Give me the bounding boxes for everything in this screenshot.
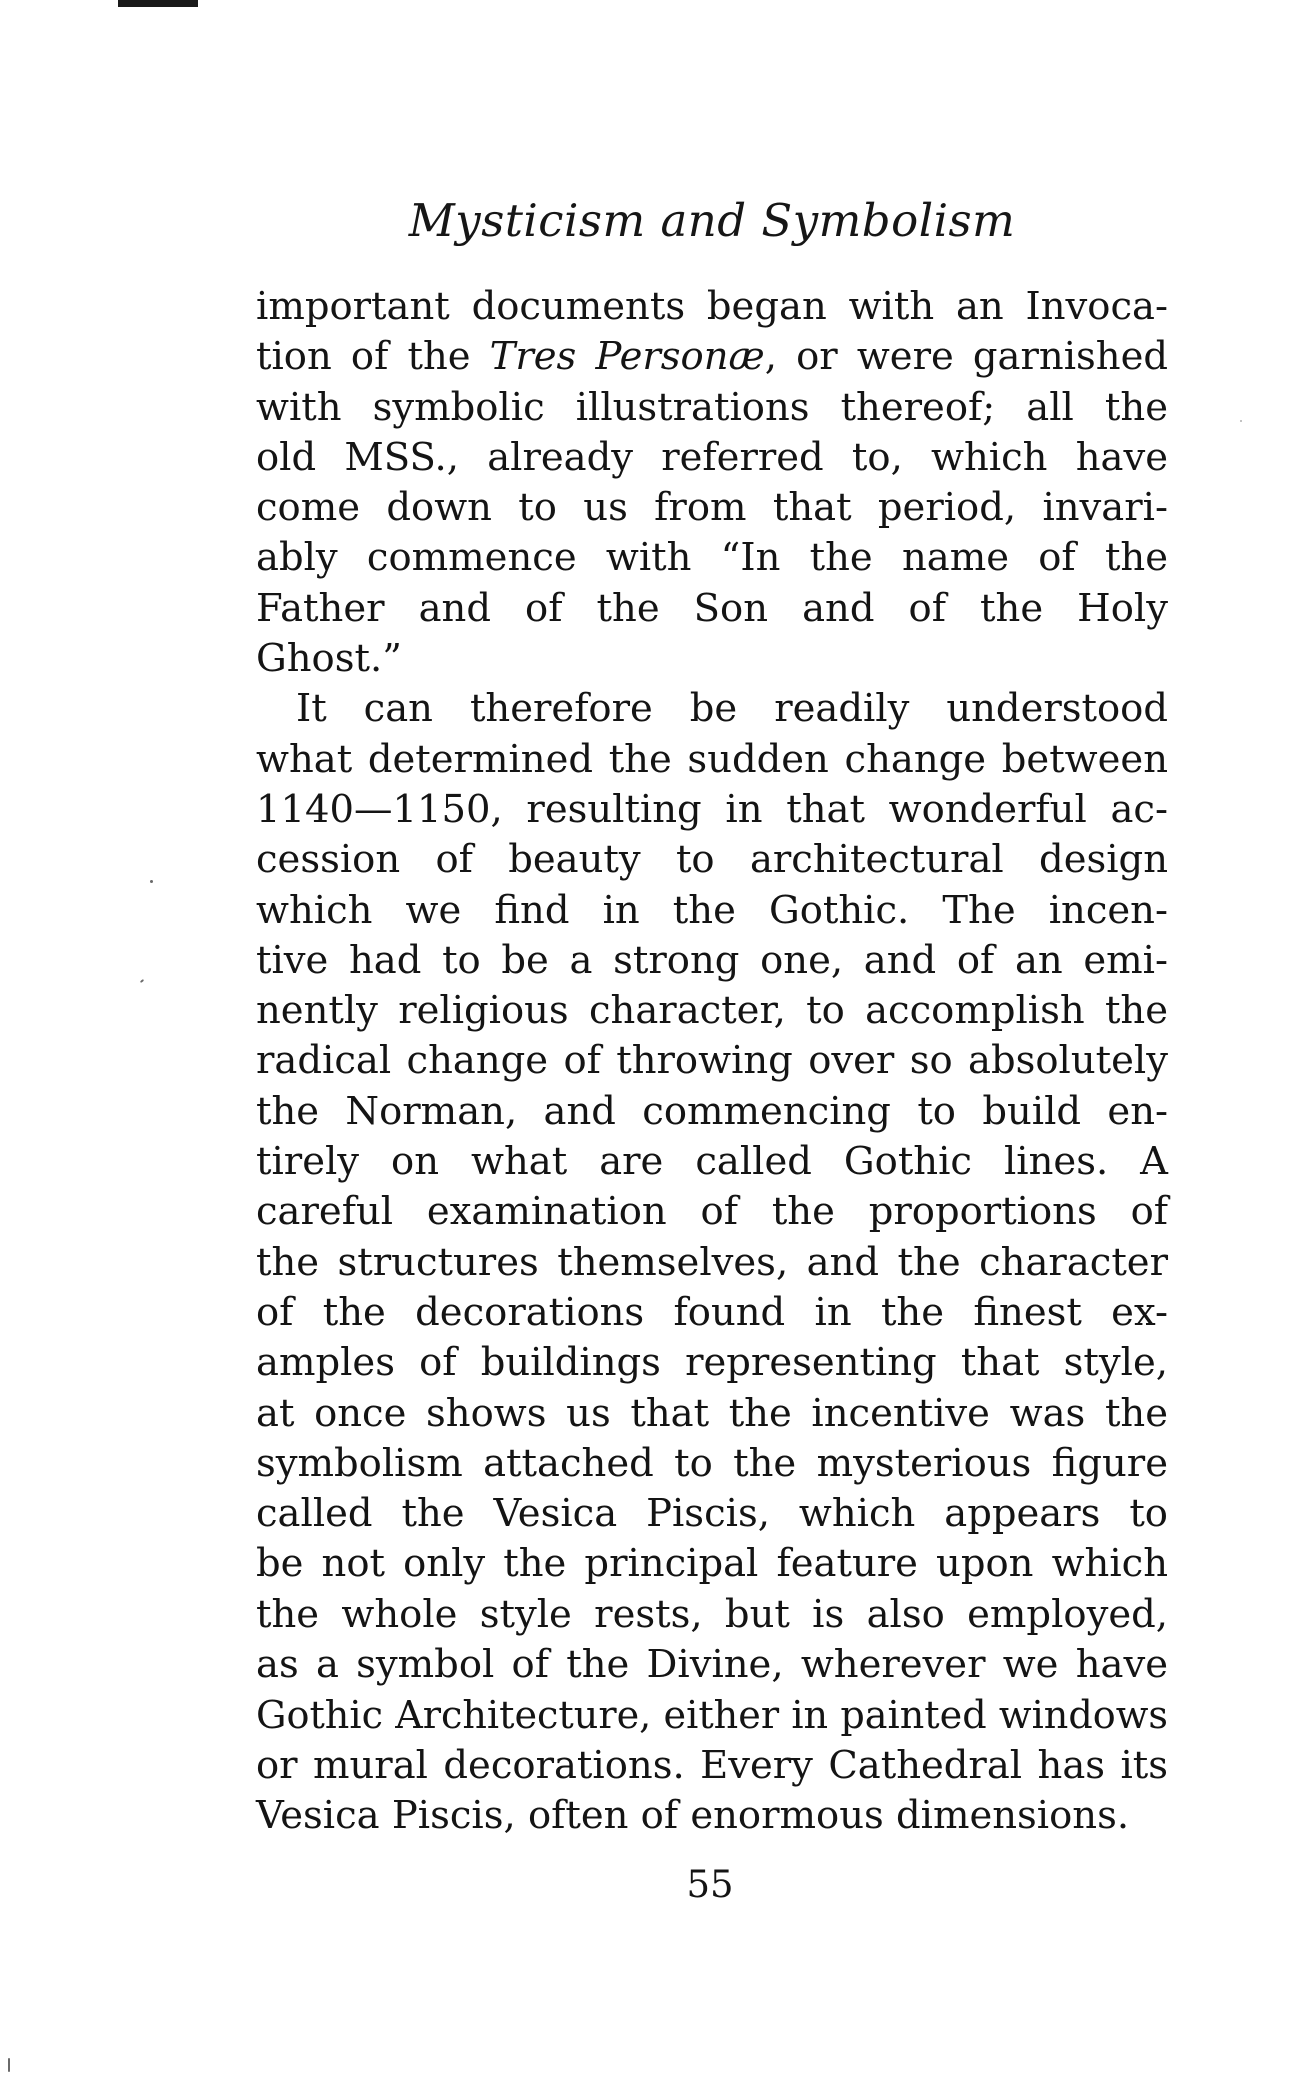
- text-line: amples of buildings representing that style,: [256, 1340, 1168, 1386]
- text-line: as a symbol of the Divine, wherever we have: [256, 1642, 1168, 1688]
- scan-speck: [150, 880, 153, 883]
- text-line: Father and of the Son and of the Holy: [256, 585, 1168, 631]
- text-line: Vesica Piscis, often of enormous dimensions.: [256, 1792, 1130, 1838]
- text-line: called the Vesica Piscis, which appears to: [256, 1491, 1168, 1537]
- text-line: radical change of throwing over so absolutely: [256, 1038, 1168, 1084]
- text-line: Ghost.”: [256, 636, 402, 682]
- scan-edge-mark: [118, 0, 198, 7]
- text-line: the Norman, and commencing to build en-: [256, 1088, 1168, 1134]
- text-line: careful examination of the proportions of: [256, 1189, 1168, 1235]
- text-line: cession of beauty to architectural design: [256, 837, 1168, 883]
- italic-phrase: Tres Personæ: [489, 334, 765, 380]
- text-line: symbolism attached to the mysterious figure: [256, 1440, 1168, 1486]
- scan-speck: [1240, 420, 1242, 422]
- text-line: of the decorations found in the finest ex-: [256, 1289, 1168, 1335]
- text-line: the structures themselves, and the character: [256, 1239, 1168, 1285]
- text-line: tirely on what are called Gothic lines. A: [256, 1139, 1168, 1185]
- text-line: old MSS., already referred to, which have: [256, 434, 1168, 480]
- text-line: ably commence with “In the name of the: [256, 535, 1168, 581]
- text-line: tion of the Tres Personæ, or were garnished: [256, 334, 1169, 380]
- text-line: what determined the sudden change between: [256, 736, 1168, 782]
- scan-speck: [8, 2058, 10, 2072]
- text-line: important documents began with an Invoca-: [256, 284, 1168, 329]
- page-number: 55: [686, 1863, 734, 1906]
- text-line: or mural decorations. Every Cathedral has its: [256, 1742, 1168, 1788]
- text-line: be not only the principal feature upon which: [256, 1541, 1168, 1587]
- text-line: Gothic Architecture, either in painted windows: [256, 1693, 1168, 1738]
- text-line: nently religious character, to accomplish the: [256, 988, 1168, 1034]
- text-line: the whole style rests, but is also employed,: [256, 1591, 1168, 1637]
- scan-speck: [140, 979, 144, 983]
- text-line: It can therefore be readily understood: [296, 686, 1168, 732]
- text-line: with symbolic illustrations thereof; all the: [256, 384, 1168, 430]
- text-line: 1140—1150, resulting in that wonderful ac-: [256, 786, 1168, 832]
- text-line: tive had to be a strong one, and of an emi-: [256, 937, 1168, 983]
- running-head: Mysticism and Symbolism: [408, 194, 1016, 247]
- text-line: at once shows us that the incentive was the: [256, 1390, 1168, 1436]
- body-text: [256, 282, 1168, 1841]
- text-line: which we find in the Gothic. The incen-: [256, 887, 1168, 933]
- text-line: come down to us from that period, invari-: [256, 485, 1168, 531]
